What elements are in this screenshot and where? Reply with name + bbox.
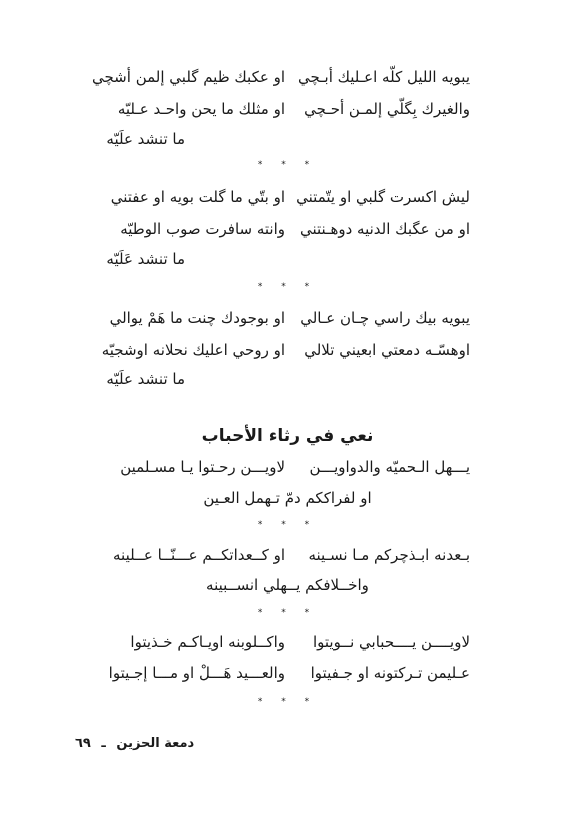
verse-line: ليش اكسرت گلبي او يتّمتني <box>296 188 470 206</box>
verse-line: بـعدنه ابـذچركم مـا نسـينه <box>308 546 470 564</box>
verse-line: يـــهل الـحميّه والدواويـــن <box>309 458 470 476</box>
verse-line: يبويه الليل كلّه اعـليك أبـچي <box>297 68 470 86</box>
refrain-line: ما تنشد علَيّه <box>106 370 185 388</box>
verse-line: وانته سافرت صوب الوطيّه <box>120 220 285 238</box>
refrain-line: ما تنشد عَلَيّه <box>106 250 185 268</box>
footer-separator: ـ <box>101 736 106 751</box>
verse-line-centered: او لفراككم دمّ تـهمل العـين <box>203 489 372 507</box>
verse-line: يبويه بيك راسي چـان عـالي <box>300 309 470 327</box>
section-divider: * * * <box>257 697 318 707</box>
book-title: دمعة الحزين <box>116 736 195 751</box>
section-divider: * * * <box>257 608 318 618</box>
verse-line: او عكبك ظيم گلبي إلمن أشچي <box>92 68 285 86</box>
verse-line: عـليمن تـركتونه او جـفيتوا <box>310 664 470 682</box>
verse-line: او من عگبك الدنيه دوهـنتني <box>299 220 470 238</box>
section-divider: * * * <box>257 160 318 170</box>
verse-line: اوهسّـه دمعتي ابعيني تلالي <box>304 341 470 359</box>
verse-line: واكــلوبنه اويـاكـم خـذيتوا <box>130 633 285 651</box>
verse-line: والعـــيد هَـــلْ او مـــا إجـيتوا <box>108 664 285 682</box>
section-divider: * * * <box>257 520 318 530</box>
verse-line-centered: واخــلافكم يــهلي انســبينه <box>206 576 369 594</box>
verse-line: او كــعداتكــم عـــنّــا عــلينه <box>113 546 285 564</box>
poem-title: نعي في رثاء الأحباب <box>201 426 374 446</box>
page-number: ٦٩ <box>75 736 91 751</box>
verse-line: او بتّي ما گلت بويه او عفتني <box>110 188 285 206</box>
verse-line: لاويــــن يــــحبابي نــويتوا <box>312 633 470 651</box>
verse-line: والغيرك بِگلّي إلمـن أحـچي <box>304 100 470 118</box>
verse-line: لاويـــن رحـتوا يـا مسـلمين <box>120 458 285 476</box>
verse-line: او روحي اعليك نحلانه اوشجيّه <box>101 341 285 359</box>
verse-line: او بوجودك چنت ما هَمْ يوالي <box>109 309 285 327</box>
verse-line: او مثلك ما يحن واحـد عـليّه <box>117 100 285 118</box>
refrain-line: ما تنشد علَيّه <box>106 130 185 148</box>
section-divider: * * * <box>257 282 318 292</box>
page-footer <box>75 736 194 751</box>
